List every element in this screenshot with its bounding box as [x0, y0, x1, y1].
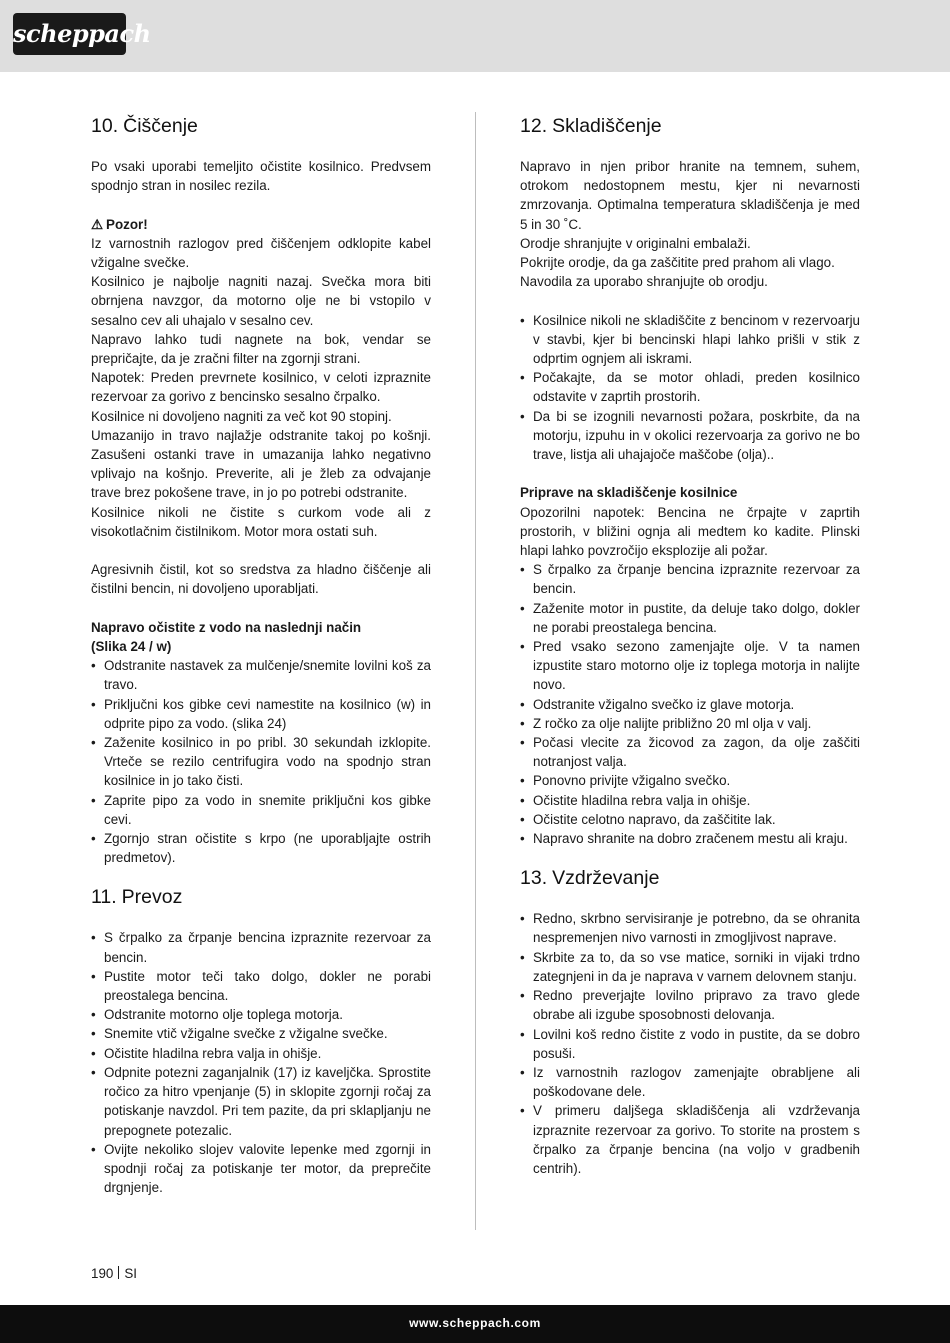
right-column: [520, 112, 860, 1178]
list-item: • Snemite vtič vžigalne svečke z vžigalne svečke.: [91, 1024, 431, 1043]
water-cleaning-list: [91, 656, 431, 867]
header-band: [0, 0, 950, 72]
list-item: • Počasi vlecite za žicovod za zagon, da olje zaščiti notranjost valja.: [520, 733, 860, 771]
list-item: • Odpnite potezni zaganjalnik (17) iz kaveljčka. Sprostite ročico za hitro vpenjanje (5) in sklopite zgornji ročaj za potiskanje navzdol. Pri tem pazite, da pri sklapljanju ne prepognete potezalic.: [91, 1063, 431, 1140]
warning-line: Napravo lahko tudi nagnete na bok, vendar se prepričajte, da je zračni filter na zgornji strani.: [91, 331, 431, 367]
list-item: • Očistite celotno napravo, da zaščitite lak.: [520, 810, 860, 829]
section-12-heading: 12. Skladiščenje: [520, 115, 662, 137]
list-item: • Z ročko za olje nalijte približno 20 ml olja v valj.: [520, 714, 860, 733]
list-item: • Ovijte nekoliko slojev valovite lepenke med zgornji in spodnji ročaj za potiskanje ter motor, da preprečite drgnjenje.: [91, 1140, 431, 1198]
aggressive-cleaners-note: Agresivnih čistil, kot so sredstva za hladno čiščenje ali čistilni bencin, ni dovoljeno uporabljati.: [91, 562, 431, 597]
list-item: • Pustite motor teči tako dolgo, dokler ne porabi preostalega bencina.: [91, 967, 431, 1005]
storage-intro-line: Pokrijte orodje, da ga zaščitite pred prahom ali vlago.: [520, 255, 835, 271]
list-item: • Odstranite vžigalno svečko iz glave motorja.: [520, 695, 860, 714]
section-10-heading: 10. Čiščenje: [91, 115, 198, 137]
list-item: • Zgornjo stran očistite s krpo (ne uporabljajte ostrih predmetov).: [91, 829, 431, 867]
page-number: [91, 1265, 137, 1283]
list-item: • Očistite hladilna rebra valja in ohišje.: [91, 1044, 431, 1063]
page-number-separator: [118, 1266, 119, 1279]
list-item: • Redno preverjajte lovilno pripravo za travo glede obrabe ali izgube sposobnosti delovanja.: [520, 986, 860, 1024]
list-item: • Priključni kos gibke cevi namestite na kosilnico (w) in odprite pipo za vodo. (slika 24): [91, 695, 431, 733]
warning-line: Iz varnostnih razlogov pred čiščenjem odklopite kabel vžigalne svečke.: [91, 235, 431, 270]
maintenance-list: [520, 909, 860, 1178]
list-item: • S črpalko za črpanje bencina izpraznite rezervoar za bencin.: [520, 560, 860, 598]
list-item: • Da bi se izognili nevarnosti požara, poskrbite, da na motorju, izpuhu in v okolici rezervoarja za gorivo ne bo trave, listja ali uhajajoče maščobe (olja)..: [520, 407, 860, 465]
water-cleaning-title: Napravo očistite z vodo na naslednji način: [91, 619, 362, 635]
list-item: • Ponovno privijte vžigalno svečko.: [520, 771, 860, 790]
page-language: SI: [124, 1266, 137, 1281]
list-item: • Napravo shranite na dobro zračenem mestu ali kraju.: [520, 829, 860, 848]
left-column: [91, 112, 431, 1197]
column-divider: [475, 112, 476, 1230]
list-item: • V primeru daljšega skladiščenja ali vzdrževanja izpraznite rezervoar za gorivo. To storite na prostem s črpalko za črpanje bencina (na voljo v gradbenih centrih).: [520, 1101, 860, 1178]
warning-line: Kosilnico je najbolje nagniti nazaj. Svečka mora biti obrnjena navzgor, da motorno olje ne bi vstopilo v sesalno cev ali uhajalo v sesalno cev.: [91, 274, 431, 328]
warning-triangle-icon: ⚠: [91, 216, 104, 232]
storage-prep-list: [520, 560, 860, 848]
list-item: • Kosilnice nikoli ne skladiščite z bencinom v rezervoarju v stavbi, kjer bi bencinski hlapi lahko prišli v stik z odprtim ognjem ali iskrami.: [520, 311, 860, 369]
list-item: • Odstranite nastavek za mulčenje/snemite lovilni koš za travo.: [91, 656, 431, 694]
list-item: • Redno, skrbno servisiranje je potrebno, da se ohranita nespremenjen nivo varnosti in zmogljivost naprave.: [520, 909, 860, 947]
footer-website: www.scheppach.com: [409, 1316, 541, 1330]
list-item: • Zaženite kosilnico in po pribl. 30 sekundah izklopite. Vrteče se rezilo centrifugira vodo na spodnjo stran kosilnice in jo tako čisti.: [91, 733, 431, 791]
list-item: • Pred vsako sezono zamenjajte olje. V ta namen izpustite staro motorno olje iz toplega motorja in nalijte novo.: [520, 637, 860, 695]
warning-line: Kosilnice ni dovoljeno nagniti za več kot 90 stopinj.: [91, 408, 392, 424]
warning-heading: ⚠ Pozor!: [91, 215, 431, 234]
water-cleaning-figure-ref: (Slika 24 / w): [91, 639, 172, 655]
list-item: • S črpalko za črpanje bencina izpraznite rezervoar za bencin.: [91, 928, 431, 966]
page-number-value: 190: [91, 1266, 114, 1281]
section-13-heading: 13. Vzdrževanje: [520, 867, 660, 890]
transport-list: [91, 928, 431, 1197]
footer-band: [0, 1305, 950, 1343]
section-11-heading: 11. Prevoz: [91, 886, 183, 909]
storage-list: [520, 311, 860, 465]
list-item: • Iz varnostnih razlogov zamenjajte obrabljene ali poškodovane dele.: [520, 1063, 860, 1101]
storage-intro-line: Navodila za uporabo shranjujte ob orodju.: [520, 274, 768, 290]
warning-line: Napotek: Preden prevrnete kosilnico, v celoti izpraznite rezervoar za gorivo z bencinsko sesalno črpalko.: [91, 370, 431, 405]
storage-intro-line: Napravo in njen pribor hranite na temnem, suhem, otrokom nedostopnem mestu, kjer ni nevarnosti zmrzovanja. Optimalna temperatura skladiščenja je med 5 in 30 ˚C.: [520, 159, 860, 232]
list-item: • Lovilni koš redno čistite z vodo in pustite, da se dobro posuši.: [520, 1025, 860, 1063]
list-item: • Zaprite pipo za vodo in snemite priključni kos gibke cevi.: [91, 791, 431, 829]
list-item: • Počakajte, da se motor ohladi, preden kosilnico odstavite v zaprtih prostorih.: [520, 368, 860, 406]
storage-prep-title: Priprave na skladiščenje kosilnice: [520, 485, 738, 501]
cleaning-intro: Po vsaki uporabi temeljito očistite kosilnico. Predvsem spodnjo stran in nosilec rezila.: [91, 159, 431, 194]
brand-logo: scheppach: [13, 13, 126, 55]
list-item: • Zaženite motor in pustite, da deluje tako dolgo, dokler ne porabi preostalega bencina.: [520, 599, 860, 637]
storage-intro-line: Orodje shranjujte v originalni embalaži.: [520, 235, 751, 251]
warning-line: Kosilnice nikoli ne čistite s curkom vode ali z visokotlačnim čistilnikom. Motor mora ostati suh.: [91, 504, 431, 539]
storage-prep-warning: Opozorilni napotek: Bencina ne črpajte v zaprtih prostorih, v bližini ognja ali medtem ko kadite. Plinski hlapi lahko povzročijo eksplozije ali požar.: [520, 504, 860, 559]
list-item: • Skrbite za to, da so vse matice, sorniki in vijaki trdno zategnjeni in da je naprava v varnem delovnem stanju.: [520, 948, 860, 986]
list-item: • Odstranite motorno olje toplega motorja.: [91, 1005, 431, 1024]
list-item: • Očistite hladilna rebra valja in ohišje.: [520, 791, 860, 810]
warning-line: Umazanijo in travo najlažje odstranite takoj po košnji. Zasušeni ostanki trave in umazanija lahko negativno vplivajo na košnjo. Preverite, ali je žleb za odvajanje trave brez pokošene trave, in jo po potrebi odstranite.: [91, 427, 431, 501]
